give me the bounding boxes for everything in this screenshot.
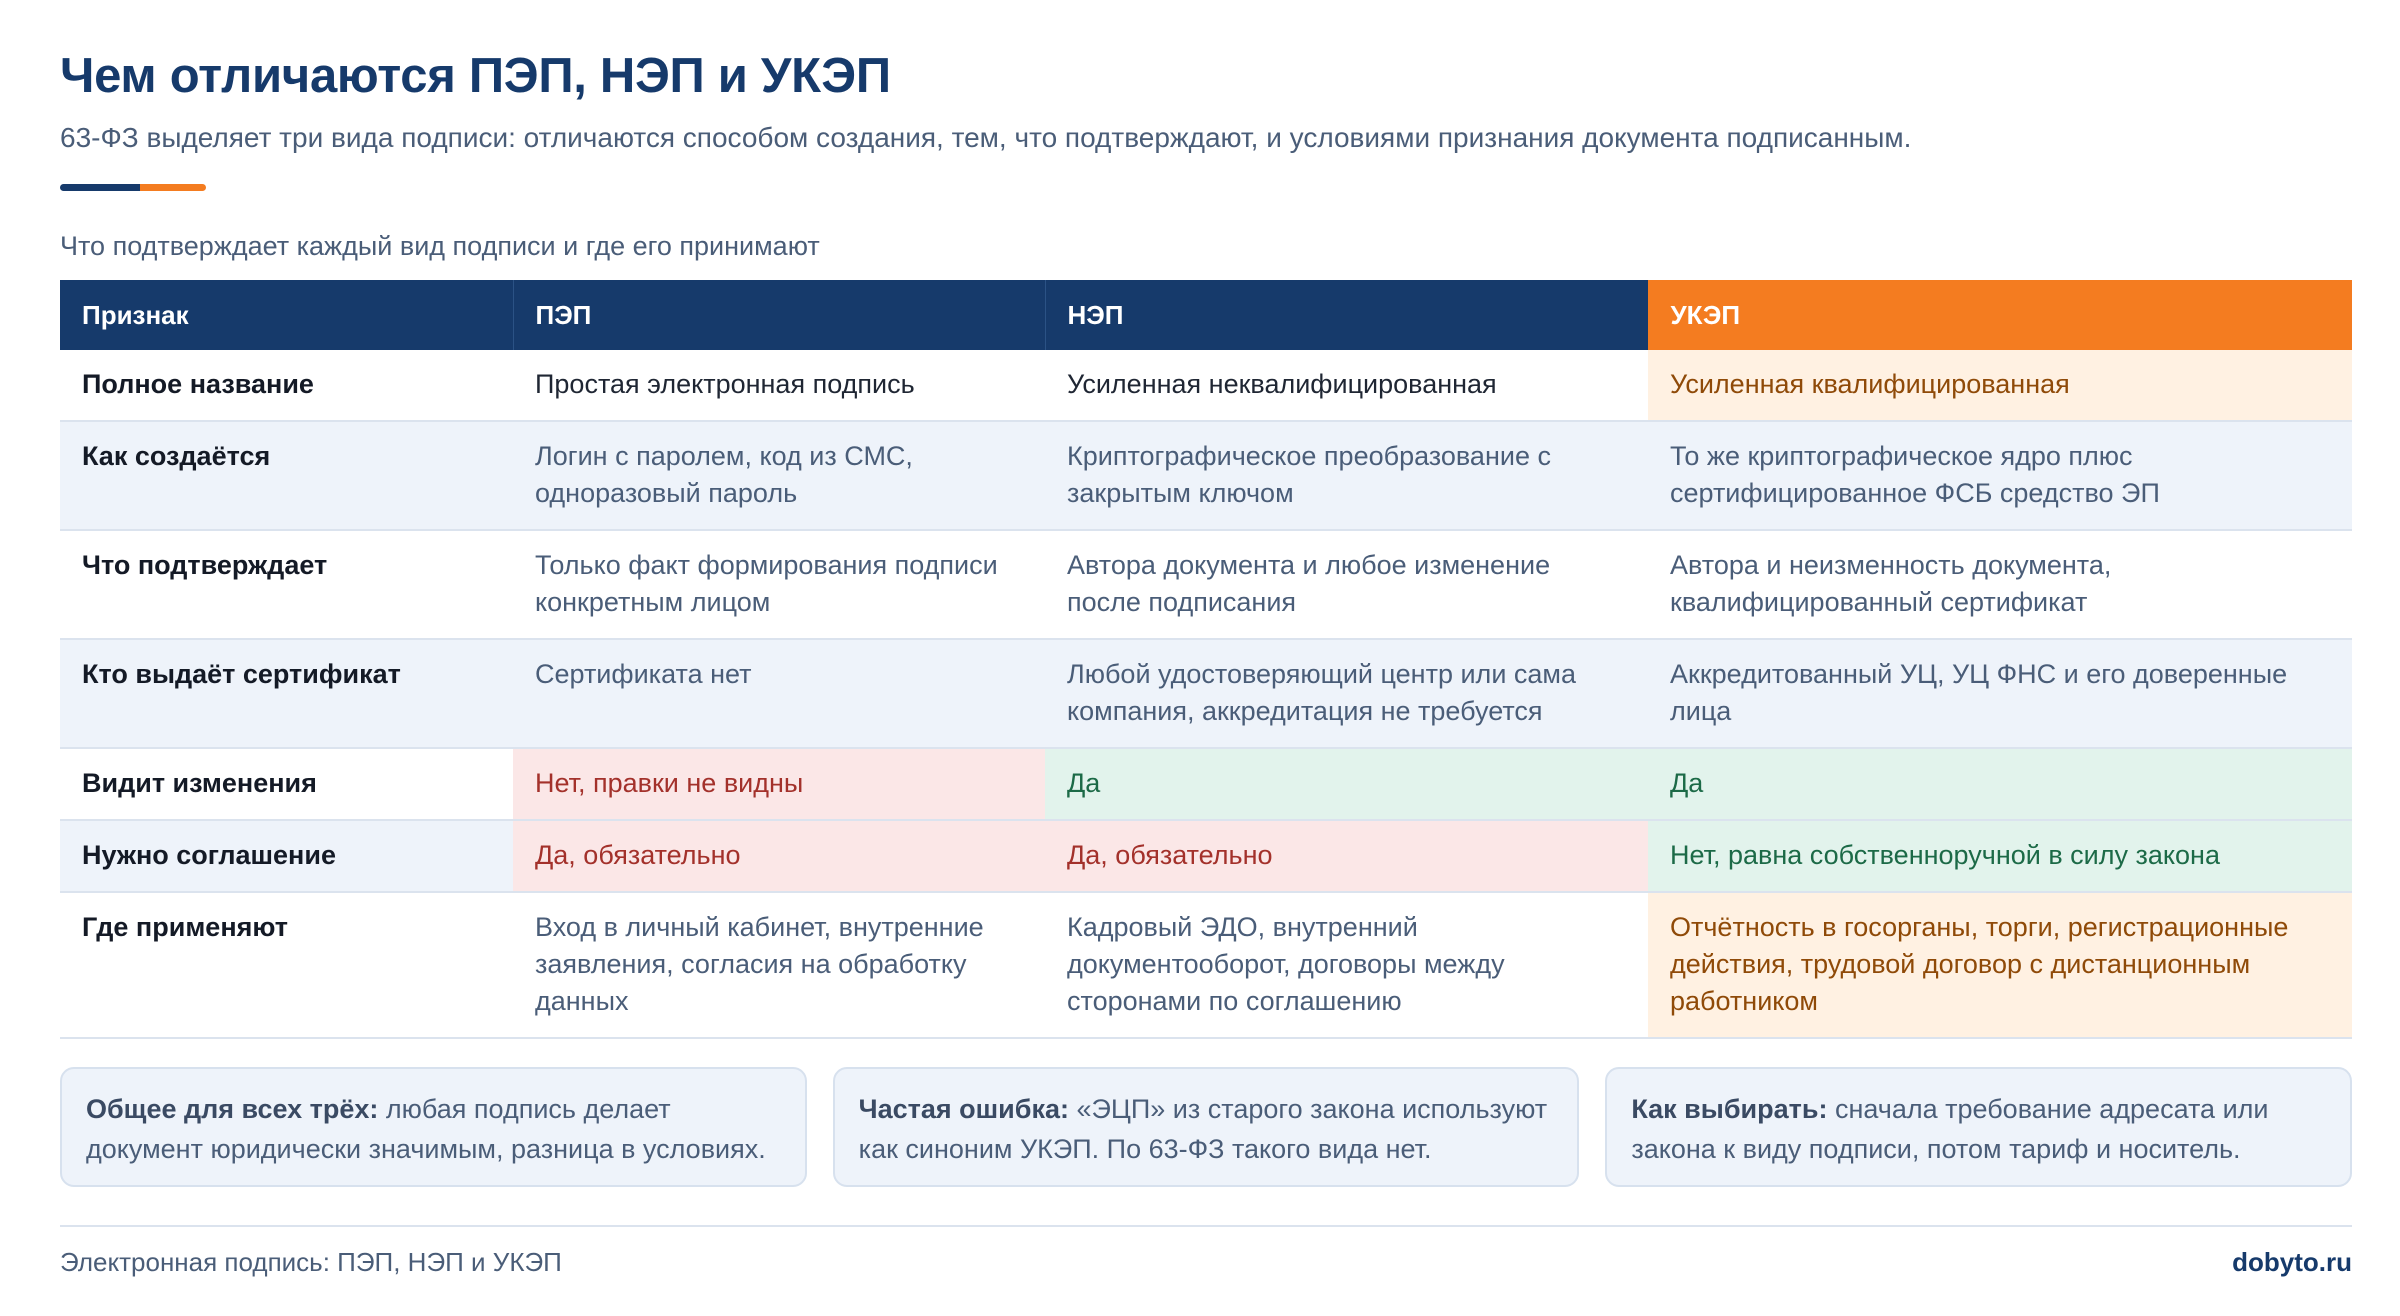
note-choose	[1605, 1067, 2352, 1187]
cell-pep: Только факт формирования подписи конкретным лицом	[513, 530, 1045, 639]
row-feature: Видит изменения	[60, 748, 513, 820]
cell-nep: Автора документа и любое изменение после подписания	[1045, 530, 1648, 639]
cell-ukep: Аккредитованный УЦ, УЦ ФНС и его доверенные лица	[1648, 639, 2352, 748]
row-feature: Что подтверждает	[60, 530, 513, 639]
cell-nep: Да	[1045, 748, 1648, 820]
cell-pep: Простая электронная подпись	[513, 350, 1045, 421]
note-common	[60, 1067, 807, 1187]
row-feature: Как создаётся	[60, 421, 513, 530]
cell-nep: Усиленная неквалифицированная	[1045, 350, 1648, 421]
table-row	[60, 421, 2352, 530]
cell-ukep: Отчётность в госорганы, торги, регистрационные действия, трудовой договор с дистанционным работником	[1648, 892, 2352, 1038]
row-feature: Нужно соглашение	[60, 820, 513, 892]
row-feature: Кто выдаёт сертификат	[60, 639, 513, 748]
table-row	[60, 820, 2352, 892]
cell-ukep: Автора и неизменность документа, квалифицированный сертификат	[1648, 530, 2352, 639]
cell-nep: Любой удостоверяющий центр или сама компания, аккредитация не требуется	[1045, 639, 1648, 748]
cell-nep: Кадровый ЭДО, внутренний документооборот, договоры между сторонами по соглашению	[1045, 892, 1648, 1038]
comparison-table	[60, 280, 2352, 1039]
footer-divider	[60, 1225, 2352, 1227]
table-row	[60, 748, 2352, 820]
notes-row	[60, 1067, 2352, 1187]
header-ukep: УКЭП	[1648, 280, 2352, 350]
note-text: любая подпись делает документ юридически значимым, разница в условиях.	[86, 1094, 766, 1164]
cell-pep: Да, обязательно	[513, 820, 1045, 892]
row-feature: Полное название	[60, 350, 513, 421]
note-mistake	[833, 1067, 1580, 1187]
page	[60, 46, 2352, 1278]
cell-ukep: Усиленная квалифицированная	[1648, 350, 2352, 421]
table-row	[60, 530, 2352, 639]
note-label: Общее для всех трёх:	[86, 1094, 379, 1124]
cell-pep: Нет, правки не видны	[513, 748, 1045, 820]
footer-brand-link[interactable]: dobyto.ru	[2232, 1247, 2352, 1277]
page-subtitle: 63-ФЗ выделяет три вида подписи: отличаются способом создания, тем, что подтверждают, и условиями признания документа подписанным.	[60, 122, 1912, 153]
table-row	[60, 350, 2352, 421]
header-feature: Признак	[60, 280, 513, 350]
cell-nep: Да, обязательно	[1045, 820, 1648, 892]
page-title: Чем отличаются ПЭП, НЭП и УКЭП	[60, 49, 891, 103]
table-header-row	[60, 280, 2352, 350]
note-label: Как выбирать:	[1631, 1094, 1828, 1124]
footer	[60, 1247, 2352, 1278]
note-text: «ЭЦП» из старого закона используют как синоним УКЭП. По 63-ФЗ такого вида нет.	[858, 1094, 1548, 1164]
table-row	[60, 892, 2352, 1038]
header-pep: ПЭП	[513, 280, 1045, 350]
cell-pep: Логин с паролем, код из СМС, одноразовый пароль	[513, 421, 1045, 530]
cell-ukep: То же криптографическое ядро плюс сертифицированное ФСБ средство ЭП	[1648, 421, 2352, 530]
cell-nep: Криптографическое преобразование с закрытым ключом	[1045, 421, 1648, 530]
accent-rule	[60, 184, 206, 191]
cell-pep: Вход в личный кабинет, внутренние заявления, согласия на обработку данных	[513, 892, 1045, 1038]
cell-pep: Сертификата нет	[513, 639, 1045, 748]
header-nep: НЭП	[1045, 280, 1648, 350]
table-caption: Что подтверждает каждый вид подписи и где его принимают	[60, 231, 820, 261]
footer-caption: Электронная подпись: ПЭП, НЭП и УКЭП	[60, 1247, 562, 1277]
cell-ukep: Нет, равна собственноручной в силу закона	[1648, 820, 2352, 892]
row-feature: Где применяют	[60, 892, 513, 1038]
note-text: сначала требование адресата или закона к виду подписи, потом тариф и носитель.	[1631, 1094, 2269, 1164]
cell-ukep: Да	[1648, 748, 2352, 820]
table-row	[60, 639, 2352, 748]
note-label: Частая ошибка:	[858, 1094, 1069, 1124]
